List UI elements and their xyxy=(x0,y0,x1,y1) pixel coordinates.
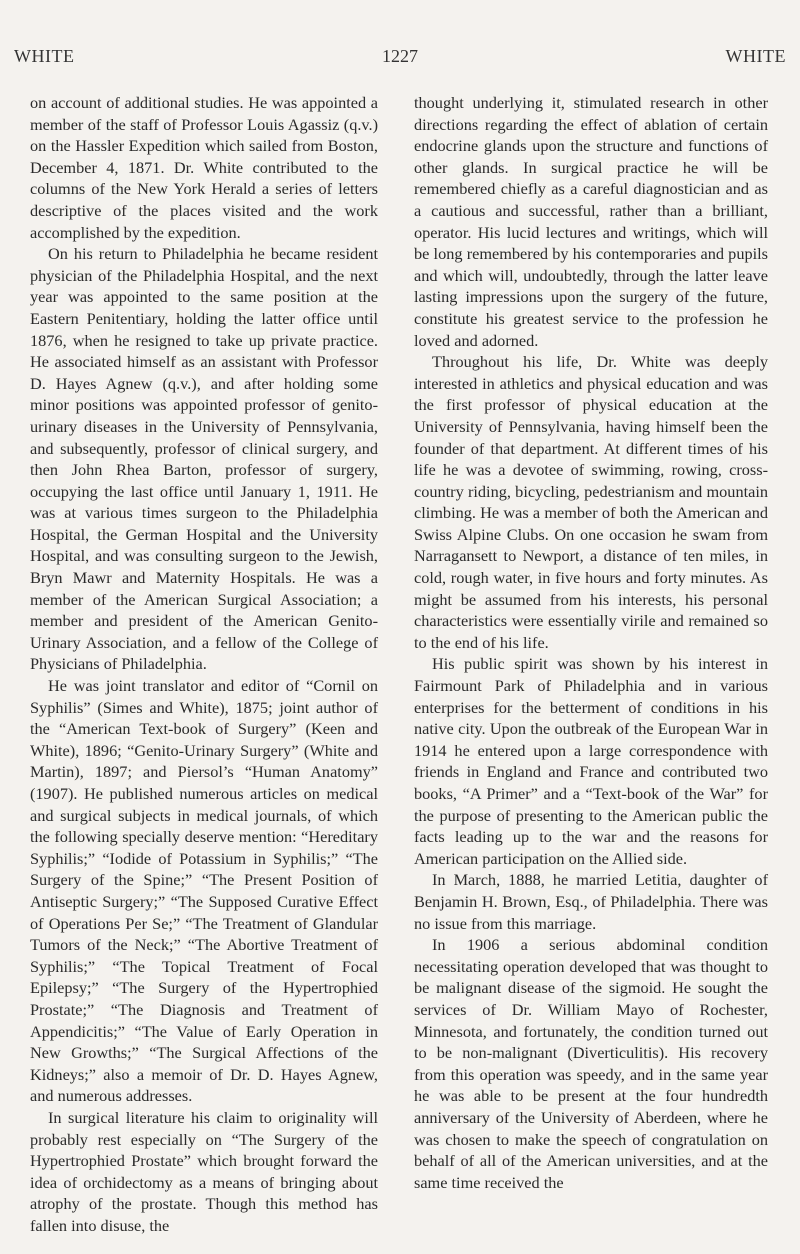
paragraph: In 1906 a serious abdominal condition necessitating operation developed that was thought to be malignant disease of the sigmoid. He sought the services of Dr. William Mayo of Rochester, Minnesota, and fortunately, the condition turned out to be non-malignant (Diverticulitis). His recovery from this operation was speedy, and in the same year he was able to be present at the four hundredth anniversary of the University of Aberdeen, where he was chosen to make the speech of congratulation on behalf of all of the American universities, and at the same time received the xyxy=(414,935,768,1192)
paragraph: In surgical literature his claim to originality will probably rest especially on “The Surgery of the Hypertrophied Prostate” which brought forward the idea of orchidectomy as a means of bringing about atrophy of the prostate. Though this method has fallen into disuse, the xyxy=(30,1107,378,1235)
paragraph: on account of additional studies. He was appointed a member of the staff of Professor Louis Agassiz (q.v.) on the Hassler Expedition which sailed from Boston, December 4, 1871. Dr. White contributed to the columns of the New York Herald a series of letters descriptive of the places visited and the work accomplished by the expedition. xyxy=(30,93,378,242)
paragraph: thought underlying it, stimulated research in other directions regarding the effect of ablation of certain endocrine glands upon the structure and functions of other glands. In surgical practice he will be remembered chiefly as a careful diagnostician and as a cautious and successful, rather than a brilliant, operator. His lucid lectures and writings, which will be long remembered by his contemporaries and pupils and which will, undoubtedly, through the latter leave lasting impressions upon the surgery of the future, constitute his greatest service to the profession he loved and adorned. xyxy=(414,93,768,350)
paragraph: Throughout his life, Dr. White was deeply interested in athletics and physical education and was the first professor of physical education at the University of Pennsylvania, having himself been the founder of that department. At different times of his life he was a devotee of swimming, rowing, cross-country riding, bicycling, pedestrianism and mountain climbing. He was a member of both the American and Swiss Alpine Clubs. On one occasion he swam from Narragansett to Newport, a distance of ten miles, in cold, rough water, in five hours and forty minutes. As might be assumed from his interests, his personal characteristics were essentially virile and remained so to the end of his life. xyxy=(414,352,768,652)
header-left-name: WHITE xyxy=(14,46,75,66)
page-number: 1227 xyxy=(382,46,418,66)
paragraph: On his return to Philadelphia he became resident physician of the Philadelphia Hospital, and the next year was appointed to the same position at the Eastern Penitentiary, holding the latter office until 1876, when he resigned to take up private practice. He associated himself as an assistant with Professor D. Hayes Agnew (q.v.), and after holding some minor positions was appointed professor of genito-urinary diseases in the University of Pennsylvania, and subsequently, professor of clinical surgery, and then John Rhea Barton, professor of surgery, occupying the last office until January 1, 1911. He was at various times surgeon to the Philadelphia Hospital, the German Hospital and the University Hospital, and was consulting surgeon to the Jewish, Bryn Mawr and Maternity Hospitals. He was a member of the American Surgical Association; a member and president of the American Genito-Urinary Association, and a fellow of the College of Physicians of Philadelphia. xyxy=(30,244,378,674)
paragraph: He was joint translator and editor of “Cornil on Syphilis” (Simes and White), 1875; joint author of the “American Text-book of Surgery” (Keen and White), 1896; “Genito-Urinary Surgery” (White and Martin), 1897; and Piersol’s “Human Anatomy” (1907). He published numerous articles on medical and surgical subjects in medical journals, of which the following specially deserve mention: “Hereditary Syphilis;” “Iodide of Potassium in Syphilis;” “The Surgery of the Spine;” “The Present Position of Antiseptic Surgery;” “The Supposed Curative Effect of Operations Per Se;” “The Treatment of Glandular Tumors of the Neck;” “The Abortive Treatment of Syphilis;” “The Topical Treatment of Focal Epilepsy;” “The Surgery of the Hypertrophied Prostate;” “The Diagnosis and Treatment of Appendicitis;” “The Value of Early Operation in New Growths;” “The Surgical Affections of the Kidneys;” also a memoir of Dr. D. Hayes Agnew, and numerous addresses. xyxy=(30,676,378,1106)
left-column xyxy=(30,92,378,1236)
running-header xyxy=(14,46,786,68)
paragraph: In March, 1888, he married Letitia, daughter of Benjamin H. Brown, Esq., of Philadelphia. There was no issue from this marriage. xyxy=(414,870,768,933)
paragraph: His public spirit was shown by his interest in Fairmount Park of Philadelphia and in various enterprises for the betterment of conditions in his native city. Upon the outbreak of the European War in 1914 he entered upon a large correspondence with friends in England and France and contributed two books, “A Primer” and a “Text-book of the War” for the purpose of presenting to the American public the facts leading up to the war and the reasons for American participation on the Allied side. xyxy=(414,654,768,868)
right-column xyxy=(414,92,768,1193)
header-right-name: WHITE xyxy=(725,46,786,66)
